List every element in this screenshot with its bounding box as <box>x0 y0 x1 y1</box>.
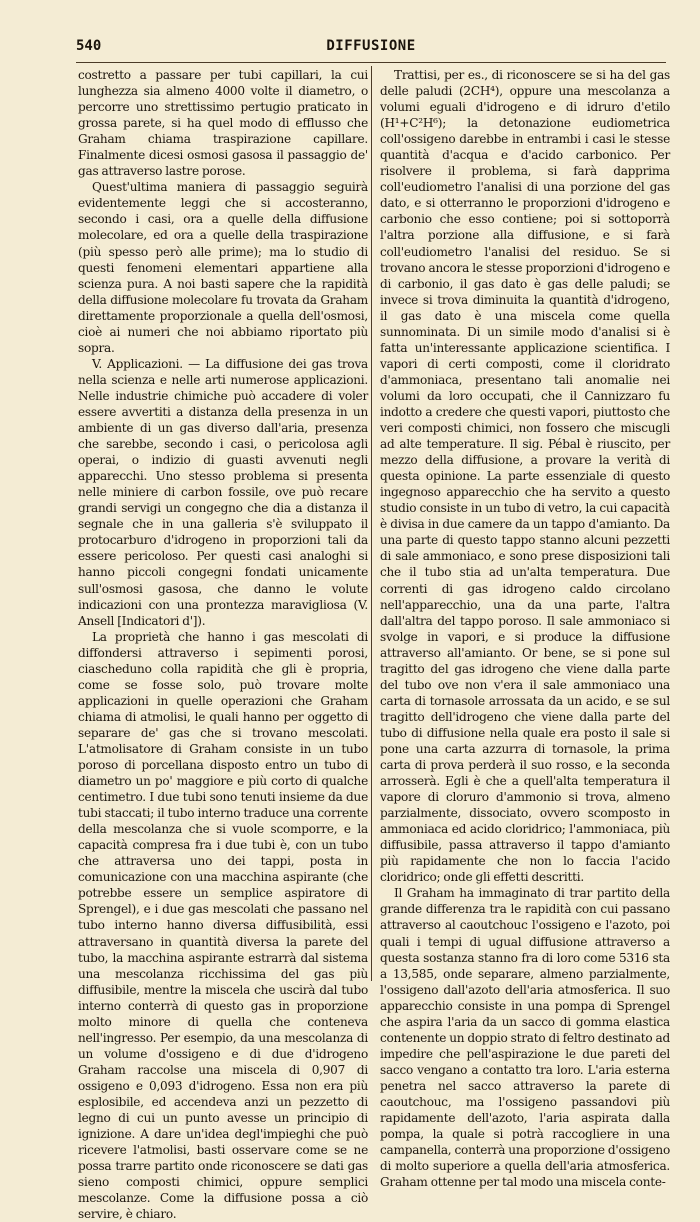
paragraph: V. Applicazioni. — La diffusione dei gas trova nella scienza e nelle arti numerose applicazioni. Nelle industrie chimiche può accadere di voler essere avvertiti a distanza della presenza in un ambiente di un gas diverso dall'aria, presenza che sarebbe, secondo i casi, o pericolosa agli operai, o indizio di guasti avvenuti negli apparecchi. Uno stesso problema si presenta nelle miniere di carbon fossile, ove può recare grandi servigi un congegno che dia a distanza il segnale che in una galleria s'è sviluppato il protocarburo d'idrogeno in proporzioni tali da essere pericoloso. Per questi casi analoghi si hanno piccoli congegni fondati unicamente sull'osmosi gasosa, che danno le volute indicazioni con una prontezza maravigliosa (V. Ansell [Indicatori d']). <box>78 356 368 628</box>
column-divider <box>371 66 372 981</box>
paragraph: Quest'ultima maniera di passaggio seguirà evidentemente leggi che si accosteranno, secondo i casi, ora a quelle della diffusione molecolare, ed ora a quelle della traspirazione (più spesso però alle prime); ma lo studio di questi fenomeni elementari appartiene alla scienza pura. A noi basti sapere che la rapidità della diffusione molecolare fu trovata da Graham direttamente proporzionale a quella dell'osmosi, cioè ai numeri che noi abbiamo riportato più sopra. <box>78 180 368 355</box>
page-number: 540 <box>76 38 102 54</box>
left-column <box>78 67 368 1222</box>
page-header <box>76 38 666 60</box>
running-title: DIFFUSIONE <box>326 38 416 54</box>
paragraph: La proprietà che hanno i gas mescolati di diffondersi attraverso i sepimenti porosi, ciascheduno colla rapidità che gli è propria, come se fosse solo, può trovare molte applicazioni in quelle operazioni che Graham chiama di atmolisi, le quali hanno per oggetto di separare de' gas che si trovano mescolati. L'atmolisatore di Graham consiste in un tubo poroso di porcellana disposto entro un tubo di diametro un po' maggiore e più corto di qualche centimetro. I due tubi sono tenuti insieme da due tubi staccati; il tubo interno traduce una corrente della mescolanza che si vuole scomporre, e la capacità compresa fra i due tubi è, con un tubo che attraversa uno dei tappi, posta in comunicazione con una macchina aspirante (che potrebbe essere un semplice aspiratore di Sprengel), e i due gas mescolati che passano nel tubo interno hanno diversa diffusibilità, essi attraversano in quantità diversa la parete del tubo, la macchina aspirante estrarrà dal sistema una mescolanza ricchissima del gas più diffusibile, mentre la miscela che uscirà dal tubo interno conterrà di questo gas in proporzione molto minore di quella che conteneva nell'ingresso. Per esempio, da una mescolanza di un volume d'ossigeno e di due d'idrogeno Graham raccolse una miscela di 0,907 di ossigeno e 0,093 d'idrogeno. Essa non era più esplosibile, ed accendeva anzi un pezzetto di legno di cui un punto avesse un principio di ignizione. A dare un'idea degl'impieghi che può ricevere l'atmolisi, basti osservare come se ne possa trarre partito onde riconoscere se dati gas sieno composti chimici, oppure semplici mescolanze. Come la diffusione possa a ciò servire, è chiaro. <box>78 629 368 1222</box>
right-column <box>380 67 670 1190</box>
paragraph: costretto a passare per tubi capillari, la cui lunghezza sia almeno 4000 volte il diametro, o percorre uno strettissimo pertugio praticato in grossa parete, si ha quel modo di efflusso che Graham chiama traspirazione capillare. Finalmente dicesi osmosi gasosa il passaggio de' gas attraverso lastre porose. <box>78 68 368 179</box>
header-rule <box>76 62 666 63</box>
paragraph: Il Graham ha immaginato di trar partito della grande differenza tra le rapidità con cui passano attraverso al caoutchouc l'ossigeno e l'azoto, poi quali i tempi di ugual diffusione attraverso a questa sostanza stanno fra di loro come 5316 sta a 13,585, onde separare, almeno parzialmente, l'ossigeno dall'azoto dell'aria atmosferica. Il suo apparecchio consiste in una pompa di Sprengel che aspira l'aria da un sacco di gomma elastica contenente un doppio strato di feltro destinato ad impedire che pell'aspirazione le due pareti del sacco vengano a contatto tra loro. L'aria esterna penetra nel sacco attraverso la parete di caoutchouc, ma l'ossigeno passandovi più rapidamente dell'azoto, l'aria aspirata dalla pompa, la quale si potrà raccogliere in una campanella, conterrà una proporzione d'ossigeno di molto superiore a quella dell'aria atmosferica. Graham ottenne per tal modo una miscela conte- <box>380 886 670 1190</box>
paragraph: Trattisi, per es., di riconoscere se si ha del gas delle paludi (2CH⁴), oppure una mescolanza a volumi eguali d'idrogeno e di idruro d'etilo (H¹+C²H⁶); la detonazione eudiometrica coll'ossigeno darebbe in entrambi i casi le stesse quantità d'acqua e d'acido carbonico. Per risolvere il problema, si farà dapprima coll'eudiometro l'analisi di una porzione del gas dato, e si otterranno le proporzioni d'idrogeno e carbonio che esso contiene; poi si sottoporrà l'altra porzione alla diffusione, e si farà coll'eudiometro l'analisi del residuo. Se si trovano ancora le stesse proporzioni d'idrogeno e di carbonio, il gas dato è gas delle paludi; se invece si trova diminuita la quantità d'idrogeno, il gas dato è una miscela come quella sunnominata. Di un simile modo d'analisi si è fatta un'interessante applicazione scientifica. I vapori di certi composti, come il cloridrato d'ammoniaca, presentano tali anomalie nei volumi da loro occupati, che il Cannizzaro fu indotto a credere che questi vapori, piuttosto che veri composti chimici, non fossero che miscugli ad alte temperature. Il sig. Pébal è riuscito, per mezzo della diffusione, a provare la verità di questa opinione. La parte essenziale di questo ingegnoso apparecchio che ha servito a questo studio consiste in un tubo di vetro, la cui capacità è divisa in due camere da un tappo d'amianto. Da una parte di questo tappo stanno alcuni pezzetti di sale ammoniaco, e sono prese disposizioni tali che il tubo stia ad un'alta temperatura. Due correnti di gas idrogeno caldo circolano nell'apparecchio, una da una parte, l'altra dall'altra del tappo poroso. Il sale ammoniaco si svolge in vapori, e si produce la diffusione attraverso all'amianto. Or bene, se si pone sul tragitto del gas idrogeno che viene dalla parte del tubo ove non v'era il sale ammoniaco una carta di tornasole arrossata da un acido, e se sul tragitto dell'idrogeno che viene dalla parte del tubo di diffusione nella quale era posto il sale si pone una carta azzurra di tornasole, la prima carta di prova perderà il suo rosso, e la seconda arrosserà. Egli è che a quell'alta temperatura il vapore di cloruro d'ammonio si trova, almeno parzialmente, dissociato, ovvero scomposto in ammoniaca ed acido cloridrico; l'ammoniaca, più diffusibile, passa attraverso il tappo d'amianto più rapidamente che non lo faccia l'acido cloridrico; onde gli effetti descritti. <box>380 68 670 885</box>
